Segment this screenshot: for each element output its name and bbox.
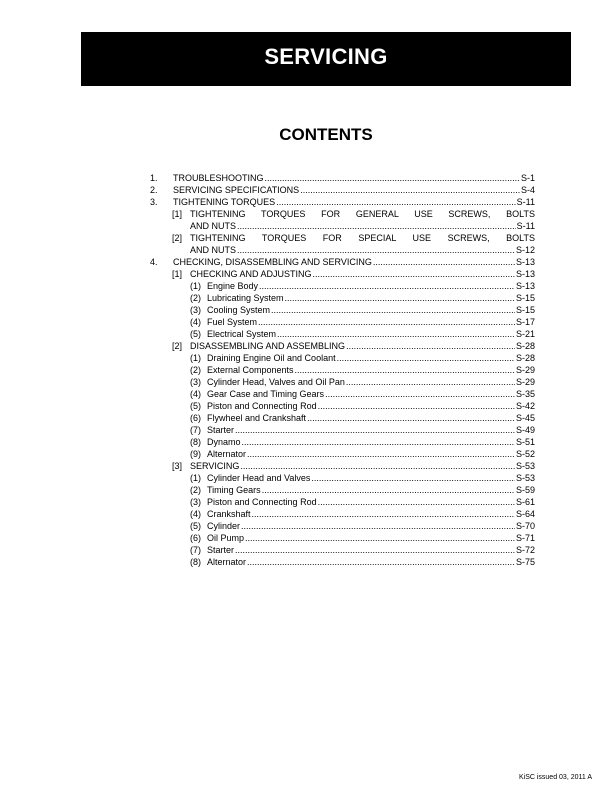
toc-entry[interactable] bbox=[150, 388, 535, 400]
toc-entry[interactable] bbox=[150, 208, 535, 220]
toc-entry-body bbox=[190, 268, 535, 280]
toc-entry-body bbox=[207, 292, 535, 304]
toc-entry-page: S-75 bbox=[515, 557, 535, 567]
toc-entry-label: DISASSEMBLING AND ASSEMBLING bbox=[190, 341, 346, 351]
toc-entry[interactable] bbox=[150, 376, 535, 388]
toc-entry[interactable] bbox=[150, 424, 535, 436]
toc-entry[interactable] bbox=[150, 316, 535, 328]
toc-entry-page: S-51 bbox=[515, 437, 535, 447]
table-of-contents bbox=[150, 172, 535, 568]
toc-entry-label: TROUBLESHOOTING bbox=[173, 173, 264, 183]
toc-entry[interactable] bbox=[150, 172, 535, 184]
toc-entry-body bbox=[207, 532, 535, 544]
toc-entry-number: (4) bbox=[190, 389, 201, 399]
toc-leader-dots bbox=[259, 280, 515, 292]
toc-leader-dots bbox=[325, 388, 515, 400]
toc-entry-label: Cylinder bbox=[207, 521, 241, 531]
toc-entry-body bbox=[173, 172, 535, 184]
toc-entry-continuation[interactable] bbox=[150, 244, 535, 256]
toc-leader-dots bbox=[245, 532, 515, 544]
toc-entry-body bbox=[173, 184, 535, 196]
toc-leader-dots bbox=[373, 256, 515, 268]
toc-entry[interactable] bbox=[150, 340, 535, 352]
toc-entry-body bbox=[207, 364, 535, 376]
toc-leader-dots bbox=[235, 544, 515, 556]
toc-entry-number: (4) bbox=[190, 509, 201, 519]
toc-entry-page: S-13 bbox=[515, 281, 535, 291]
toc-entry[interactable] bbox=[150, 256, 535, 268]
toc-entry-page: S-21 bbox=[515, 329, 535, 339]
toc-leader-dots bbox=[346, 376, 515, 388]
toc-leader-dots bbox=[285, 292, 515, 304]
toc-entry-number: (5) bbox=[190, 329, 201, 339]
toc-entry-page: S-61 bbox=[515, 497, 535, 507]
toc-entry-number: 1. bbox=[150, 173, 158, 183]
toc-entry-page: S-53 bbox=[515, 461, 535, 471]
toc-entry-body bbox=[207, 352, 535, 364]
toc-entry-body bbox=[207, 412, 535, 424]
toc-entry-page: S-71 bbox=[515, 533, 535, 543]
toc-entry[interactable] bbox=[150, 400, 535, 412]
toc-entry-page: S-64 bbox=[515, 509, 535, 519]
toc-entry-number: (8) bbox=[190, 437, 201, 447]
toc-entry-page: S-15 bbox=[515, 305, 535, 315]
toc-entry-label: Dynamo bbox=[207, 437, 241, 447]
toc-entry-label: Gear Case and Timing Gears bbox=[207, 389, 325, 399]
toc-entry[interactable] bbox=[150, 484, 535, 496]
toc-entry-body bbox=[207, 376, 535, 388]
toc-entry-number: (2) bbox=[190, 365, 201, 375]
toc-entry-label: Engine Body bbox=[207, 281, 259, 291]
toc-entry[interactable] bbox=[150, 184, 535, 196]
toc-entry-page: S-12 bbox=[515, 245, 535, 255]
toc-entry-body bbox=[190, 340, 535, 352]
toc-entry-page: S-13 bbox=[515, 257, 535, 267]
toc-entry-label: Draining Engine Oil and Coolant bbox=[207, 353, 336, 363]
toc-entry-number: (9) bbox=[190, 449, 201, 459]
header-bar bbox=[81, 32, 571, 86]
toc-entry-label: Cooling System bbox=[207, 305, 271, 315]
toc-leader-dots bbox=[318, 400, 515, 412]
toc-entry-label: Electrical System bbox=[207, 329, 277, 339]
toc-entry-body bbox=[207, 280, 535, 292]
toc-entry-page: S-29 bbox=[515, 365, 535, 375]
toc-entry-label: Oil Pump bbox=[207, 533, 245, 543]
toc-entry[interactable] bbox=[150, 496, 535, 508]
toc-entry-number: (2) bbox=[190, 293, 201, 303]
toc-entry-label: Piston and Connecting Rod bbox=[207, 497, 317, 507]
toc-entry-label: Lubricating System bbox=[207, 293, 284, 303]
footer-issue-note: KiSC issued 03, 2011 A bbox=[518, 774, 592, 781]
toc-entry-label-continued: AND NUTS bbox=[190, 221, 237, 231]
toc-entry-body bbox=[207, 472, 535, 484]
toc-entry-page: S-72 bbox=[515, 545, 535, 555]
toc-entry[interactable] bbox=[150, 532, 535, 544]
toc-entry-page: S-29 bbox=[515, 377, 535, 387]
toc-entry[interactable] bbox=[150, 304, 535, 316]
toc-leader-dots bbox=[346, 340, 515, 352]
toc-leader-dots bbox=[265, 172, 520, 184]
toc-entry-continuation[interactable] bbox=[150, 220, 535, 232]
toc-entry-page: S-45 bbox=[515, 413, 535, 423]
toc-entry-number: [1] bbox=[172, 269, 183, 279]
toc-leader-dots bbox=[258, 316, 515, 328]
toc-entry-label: TIGHTENING TORQUES FOR SPECIAL USE SCREWS, BOLTS bbox=[190, 233, 535, 243]
toc-entry[interactable] bbox=[150, 412, 535, 424]
toc-leader-dots bbox=[337, 352, 515, 364]
toc-entry-label: TIGHTENING TORQUES FOR GENERAL USE SCREWS, BOLTS bbox=[190, 209, 535, 219]
toc-entry-body bbox=[207, 304, 535, 316]
toc-entry-number: [1] bbox=[172, 209, 183, 219]
toc-entry-body bbox=[207, 388, 535, 400]
toc-entry[interactable] bbox=[150, 520, 535, 532]
toc-leader-dots bbox=[252, 508, 515, 520]
toc-entry-body bbox=[207, 544, 535, 556]
toc-entry-number: (4) bbox=[190, 317, 201, 327]
toc-entry-page: S-4 bbox=[520, 185, 535, 195]
toc-entry-number: (7) bbox=[190, 545, 201, 555]
toc-entry-label: SERVICING SPECIFICATIONS bbox=[173, 185, 300, 195]
toc-entry-page: S-53 bbox=[515, 473, 535, 483]
toc-entry[interactable] bbox=[150, 436, 535, 448]
toc-leader-dots bbox=[241, 520, 515, 532]
toc-entry[interactable] bbox=[150, 448, 535, 460]
toc-entry-label: Fuel System bbox=[207, 317, 258, 327]
toc-entry-label: Timing Gears bbox=[207, 485, 261, 495]
toc-entry-page: S-52 bbox=[515, 449, 535, 459]
toc-entry-page: S-28 bbox=[515, 341, 535, 351]
page-title: SERVICING bbox=[264, 44, 388, 69]
toc-entry-number: [2] bbox=[172, 341, 183, 351]
toc-entry[interactable] bbox=[150, 508, 535, 520]
toc-entry[interactable] bbox=[150, 352, 535, 364]
toc-leader-dots bbox=[247, 448, 515, 460]
toc-entry-body bbox=[173, 196, 535, 208]
toc-entry-body bbox=[207, 484, 535, 496]
toc-entry[interactable] bbox=[150, 280, 535, 292]
toc-entry-page: S-11 bbox=[516, 197, 535, 207]
toc-entry-label-continued: AND NUTS bbox=[190, 245, 237, 255]
toc-entry-page: S-15 bbox=[515, 293, 535, 303]
toc-entry-label: External Components bbox=[207, 365, 294, 375]
toc-entry-number: (5) bbox=[190, 401, 201, 411]
toc-entry-number: (3) bbox=[190, 377, 201, 387]
toc-entry-page: S-35 bbox=[515, 389, 535, 399]
toc-entry[interactable] bbox=[150, 328, 535, 340]
toc-entry-body bbox=[207, 448, 535, 460]
toc-entry-page: S-70 bbox=[515, 521, 535, 531]
toc-entry-label: Alternator bbox=[207, 449, 247, 459]
toc-entry-body bbox=[207, 496, 535, 508]
toc-entry-body bbox=[207, 328, 535, 340]
toc-entry-number: (6) bbox=[190, 413, 201, 423]
toc-entry-number: (1) bbox=[190, 353, 201, 363]
toc-leader-dots bbox=[247, 556, 515, 568]
toc-leader-dots bbox=[318, 496, 515, 508]
toc-leader-dots bbox=[276, 196, 515, 208]
toc-entry-page: S-42 bbox=[515, 401, 535, 411]
toc-entry-number: (7) bbox=[190, 425, 201, 435]
toc-entry-number: 2. bbox=[150, 185, 158, 195]
toc-entry-number: 3. bbox=[150, 197, 158, 207]
toc-leader-dots bbox=[311, 472, 515, 484]
toc-entry-label: Alternator bbox=[207, 557, 247, 567]
toc-entry-number: (3) bbox=[190, 305, 201, 315]
toc-entry-body bbox=[207, 436, 535, 448]
toc-entry[interactable] bbox=[150, 544, 535, 556]
toc-entry-page: S-17 bbox=[515, 317, 535, 327]
toc-entry[interactable] bbox=[150, 556, 535, 568]
toc-entry[interactable] bbox=[150, 472, 535, 484]
toc-entry-body bbox=[207, 520, 535, 532]
toc-entry-label: CHECKING AND ADJUSTING bbox=[190, 269, 312, 279]
toc-leader-dots bbox=[237, 244, 515, 256]
toc-leader-dots bbox=[262, 484, 515, 496]
toc-entry[interactable] bbox=[150, 460, 535, 472]
toc-entry-number: (6) bbox=[190, 533, 201, 543]
toc-entry-number: (5) bbox=[190, 521, 201, 531]
toc-leader-dots bbox=[300, 184, 520, 196]
toc-entry-label: Cylinder Head and Valves bbox=[207, 473, 311, 483]
toc-entry-label: SERVICING bbox=[190, 461, 240, 471]
toc-entry-label: Starter bbox=[207, 425, 235, 435]
toc-entry-number: (3) bbox=[190, 497, 201, 507]
toc-entry-body bbox=[207, 400, 535, 412]
toc-leader-dots bbox=[295, 364, 515, 376]
toc-entry-label: Starter bbox=[207, 545, 235, 555]
toc-entry-page: S-1 bbox=[520, 173, 535, 183]
toc-entry-number: (1) bbox=[190, 281, 201, 291]
toc-leader-dots bbox=[237, 220, 516, 232]
toc-entry[interactable] bbox=[150, 196, 535, 208]
toc-entry-body bbox=[190, 460, 535, 472]
toc-leader-dots bbox=[307, 412, 515, 424]
toc-leader-dots bbox=[313, 268, 515, 280]
toc-entry[interactable] bbox=[150, 292, 535, 304]
toc-entry-label: CHECKING, DISASSEMBLING AND SERVICING bbox=[173, 257, 372, 267]
toc-entry-body bbox=[207, 316, 535, 328]
contents-heading: CONTENTS bbox=[279, 125, 373, 144]
toc-entry[interactable] bbox=[150, 268, 535, 280]
toc-entry-body bbox=[173, 256, 535, 268]
toc-leader-dots bbox=[277, 328, 515, 340]
toc-entry-body bbox=[207, 508, 535, 520]
toc-entry-page: S-13 bbox=[515, 269, 535, 279]
toc-entry-number: (8) bbox=[190, 557, 201, 567]
toc-entry-label: Crankshaft bbox=[207, 509, 251, 519]
toc-entry-body bbox=[207, 424, 535, 436]
toc-entry-label: Flywheel and Crankshaft bbox=[207, 413, 307, 423]
toc-entry-page: S-28 bbox=[515, 353, 535, 363]
toc-entry-page: S-11 bbox=[516, 221, 535, 231]
toc-entry-body bbox=[207, 556, 535, 568]
toc-entry-number: [2] bbox=[172, 233, 183, 243]
toc-entry-page: S-49 bbox=[515, 425, 535, 435]
toc-entry-label: Cylinder Head, Valves and Oil Pan bbox=[207, 377, 345, 387]
toc-entry-label: Piston and Connecting Rod bbox=[207, 401, 317, 411]
toc-entry[interactable] bbox=[150, 232, 535, 244]
toc-entry-number: (1) bbox=[190, 473, 201, 483]
toc-entry-number: 4. bbox=[150, 257, 158, 267]
toc-entry[interactable] bbox=[150, 364, 535, 376]
toc-leader-dots bbox=[235, 424, 515, 436]
toc-entry-number: (2) bbox=[190, 485, 201, 495]
toc-leader-dots bbox=[240, 460, 515, 472]
toc-entry-label: TIGHTENING TORQUES bbox=[173, 197, 276, 207]
toc-entry-page: S-59 bbox=[515, 485, 535, 495]
toc-leader-dots bbox=[271, 304, 515, 316]
toc-leader-dots bbox=[242, 436, 515, 448]
toc-entry-number: [3] bbox=[172, 461, 183, 471]
